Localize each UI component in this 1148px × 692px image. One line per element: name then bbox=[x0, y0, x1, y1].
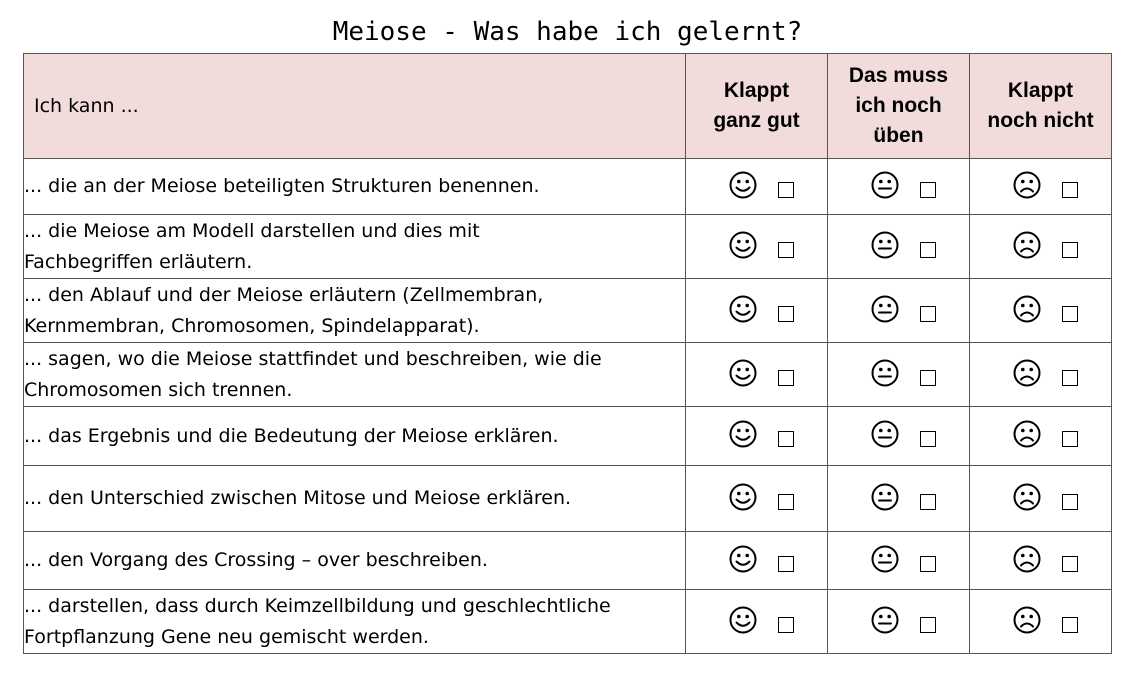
checkbox[interactable] bbox=[920, 494, 936, 510]
rating-muss-noch-ueben bbox=[828, 159, 970, 215]
smiley-sad-icon bbox=[1012, 605, 1042, 635]
checkbox[interactable] bbox=[778, 370, 794, 386]
header-line: Das muss bbox=[848, 64, 949, 87]
rating-klappt-ganz-gut bbox=[686, 532, 828, 590]
table-row bbox=[24, 215, 1112, 279]
rating-klappt-noch-nicht bbox=[970, 343, 1112, 407]
rating-group bbox=[1012, 170, 1078, 200]
smiley-happy-icon bbox=[728, 482, 758, 512]
checkbox[interactable] bbox=[1062, 494, 1078, 510]
rating-klappt-noch-nicht bbox=[970, 159, 1112, 215]
rating-muss-noch-ueben bbox=[828, 215, 970, 279]
statement-line: Fachbegriffen erläutern. bbox=[24, 250, 253, 273]
rating-muss-noch-ueben bbox=[828, 407, 970, 466]
table-row bbox=[24, 407, 1112, 466]
rating-group bbox=[728, 230, 794, 260]
rating-group bbox=[728, 419, 794, 449]
rating-muss-noch-ueben bbox=[828, 279, 970, 343]
rating-group bbox=[870, 170, 936, 200]
rating-klappt-ganz-gut bbox=[686, 343, 828, 407]
rating-group bbox=[1012, 358, 1078, 388]
statement-line: Fortpflanzung Gene neu gemischt werden. bbox=[24, 625, 429, 648]
rating-group bbox=[870, 482, 936, 512]
header-line: Klappt bbox=[723, 79, 790, 102]
checkbox[interactable] bbox=[778, 431, 794, 447]
statement-line: ... den Unterschied zwischen Mitose und Meiose erklären. bbox=[24, 487, 572, 509]
smiley-neutral-icon bbox=[870, 605, 900, 635]
checkbox[interactable] bbox=[778, 182, 794, 198]
header-klappt-noch-nicht bbox=[970, 54, 1112, 159]
smiley-happy-icon bbox=[728, 605, 758, 635]
smiley-sad-icon bbox=[1012, 358, 1042, 388]
statement-cell bbox=[24, 343, 686, 407]
rating-group bbox=[1012, 294, 1078, 324]
rating-group bbox=[728, 170, 794, 200]
table-row bbox=[24, 466, 1112, 532]
checkbox[interactable] bbox=[920, 370, 936, 386]
table-row bbox=[24, 590, 1112, 654]
rating-klappt-noch-nicht bbox=[970, 215, 1112, 279]
checkbox[interactable] bbox=[778, 494, 794, 510]
checkbox[interactable] bbox=[1062, 370, 1078, 386]
table-row bbox=[24, 159, 1112, 215]
smiley-neutral-icon bbox=[870, 230, 900, 260]
rating-group bbox=[870, 358, 936, 388]
statement-cell bbox=[24, 407, 686, 466]
checkbox[interactable] bbox=[778, 242, 794, 258]
header-line: ich noch bbox=[855, 94, 942, 117]
statement-line: Kernmembran, Chromosomen, Spindelapparat). bbox=[24, 314, 480, 337]
header-ich-kann: Ich kann ... bbox=[24, 54, 686, 159]
checkbox[interactable] bbox=[920, 306, 936, 322]
rating-group bbox=[870, 294, 936, 324]
rating-klappt-noch-nicht bbox=[970, 466, 1112, 532]
statement-cell bbox=[24, 159, 686, 215]
smiley-sad-icon bbox=[1012, 170, 1042, 200]
smiley-neutral-icon bbox=[870, 419, 900, 449]
statement-line: ... den Ablauf und der Meiose erläutern (Zellmembran, bbox=[24, 283, 544, 306]
smiley-neutral-icon bbox=[870, 358, 900, 388]
statement-line: ... sagen, wo die Meiose stattfindet und beschreiben, wie die bbox=[24, 347, 602, 370]
checkbox[interactable] bbox=[1062, 242, 1078, 258]
checkbox[interactable] bbox=[920, 556, 936, 572]
rating-group bbox=[728, 544, 794, 574]
rating-group bbox=[1012, 544, 1078, 574]
rating-muss-noch-ueben bbox=[828, 590, 970, 654]
checkbox[interactable] bbox=[1062, 431, 1078, 447]
statement-cell bbox=[24, 466, 686, 532]
smiley-neutral-icon bbox=[870, 294, 900, 324]
smiley-sad-icon bbox=[1012, 230, 1042, 260]
checkbox[interactable] bbox=[920, 431, 936, 447]
checkbox[interactable] bbox=[1062, 617, 1078, 633]
checkbox[interactable] bbox=[1062, 182, 1078, 198]
header-line: Klappt bbox=[1007, 79, 1074, 102]
table-row bbox=[24, 343, 1112, 407]
checkbox[interactable] bbox=[778, 617, 794, 633]
statement-line: ... das Ergebnis und die Bedeutung der Meiose erklären. bbox=[24, 424, 559, 447]
statement-line: ... darstellen, dass durch Keimzellbildung und geschlechtliche bbox=[24, 594, 611, 617]
rating-klappt-ganz-gut bbox=[686, 159, 828, 215]
rating-muss-noch-ueben bbox=[828, 532, 970, 590]
statement-line: Chromosomen sich trennen. bbox=[24, 378, 293, 401]
smiley-happy-icon bbox=[728, 170, 758, 200]
rating-group bbox=[870, 544, 936, 574]
self-assessment-table bbox=[23, 53, 1112, 654]
rating-group bbox=[728, 358, 794, 388]
smiley-neutral-icon bbox=[870, 170, 900, 200]
rating-klappt-noch-nicht bbox=[970, 532, 1112, 590]
header-line: ganz gut bbox=[713, 109, 800, 132]
checkbox[interactable] bbox=[920, 617, 936, 633]
rating-group bbox=[870, 605, 936, 635]
rating-group bbox=[728, 294, 794, 324]
smiley-happy-icon bbox=[728, 544, 758, 574]
checkbox[interactable] bbox=[778, 306, 794, 322]
checkbox[interactable] bbox=[920, 242, 936, 258]
checkbox[interactable] bbox=[1062, 556, 1078, 572]
rating-klappt-ganz-gut bbox=[686, 466, 828, 532]
smiley-neutral-icon bbox=[870, 482, 900, 512]
header-line: noch nicht bbox=[987, 109, 1094, 132]
smiley-sad-icon bbox=[1012, 294, 1042, 324]
statement-cell bbox=[24, 279, 686, 343]
statement-line: ... den Vorgang des Crossing – over beschreiben. bbox=[24, 549, 488, 571]
rating-group bbox=[870, 230, 936, 260]
table-row bbox=[24, 532, 1112, 590]
checkbox[interactable] bbox=[1062, 306, 1078, 322]
rating-group bbox=[1012, 230, 1078, 260]
checkbox[interactable] bbox=[778, 556, 794, 572]
rating-klappt-noch-nicht bbox=[970, 407, 1112, 466]
rating-group bbox=[728, 482, 794, 512]
header-muss-noch-ueben bbox=[828, 54, 970, 159]
rating-klappt-ganz-gut bbox=[686, 407, 828, 466]
rating-muss-noch-ueben bbox=[828, 466, 970, 532]
rating-klappt-noch-nicht bbox=[970, 590, 1112, 654]
table-row bbox=[24, 279, 1112, 343]
rating-klappt-ganz-gut bbox=[686, 279, 828, 343]
smiley-happy-icon bbox=[728, 230, 758, 260]
smiley-happy-icon bbox=[728, 294, 758, 324]
rating-group bbox=[1012, 482, 1078, 512]
statement-cell bbox=[24, 532, 686, 590]
page-title: Meiose - Was habe ich gelernt? bbox=[332, 17, 803, 47]
rating-group bbox=[728, 605, 794, 635]
header-row bbox=[24, 54, 1112, 159]
rating-group bbox=[1012, 419, 1078, 449]
checkbox[interactable] bbox=[920, 182, 936, 198]
statement-line: ... die Meiose am Modell darstellen und dies mit bbox=[24, 219, 480, 242]
statement-cell bbox=[24, 590, 686, 654]
smiley-sad-icon bbox=[1012, 419, 1042, 449]
smiley-sad-icon bbox=[1012, 482, 1042, 512]
header-klappt-ganz-gut bbox=[686, 54, 828, 159]
rating-klappt-noch-nicht bbox=[970, 279, 1112, 343]
statement-line: ... die an der Meiose beteiligten Strukturen benennen. bbox=[24, 175, 540, 197]
smiley-happy-icon bbox=[728, 358, 758, 388]
header-line: üben bbox=[873, 124, 924, 147]
rating-muss-noch-ueben bbox=[828, 343, 970, 407]
smiley-happy-icon bbox=[728, 419, 758, 449]
rating-klappt-ganz-gut bbox=[686, 215, 828, 279]
rating-group bbox=[1012, 605, 1078, 635]
rating-group bbox=[870, 419, 936, 449]
statement-cell bbox=[24, 215, 686, 279]
smiley-neutral-icon bbox=[870, 544, 900, 574]
rating-klappt-ganz-gut bbox=[686, 590, 828, 654]
smiley-sad-icon bbox=[1012, 544, 1042, 574]
